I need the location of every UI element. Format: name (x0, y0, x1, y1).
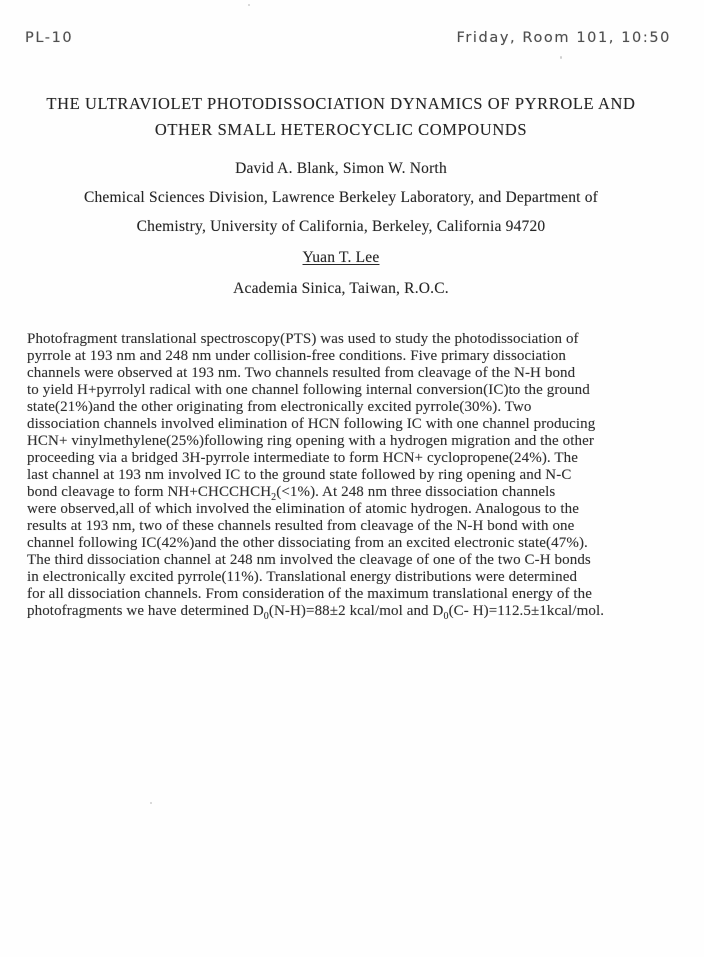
abstract-line: to yield H+pyrrolyl radical with one channel following internal conversion(IC)to the ground (27, 382, 590, 398)
paper-title-line-2: OTHER SMALL HETEROCYCLIC COMPOUNDS (154, 120, 528, 139)
authors-line: David A. Blank, Simon W. North (235, 160, 447, 177)
abstract-line: Photofragment translational spectroscopy(PTS) was used to study the photodissociation of (27, 331, 579, 347)
speaker-affiliation: Academia Sinica, Taiwan, R.O.C. (233, 280, 449, 297)
abstract-line: photofragments we have determined $D_0(N-H)=88\pm 2$ kcal/mol and $D_0(C-$ H)=112.5±1kcal/mol. (27, 603, 605, 622)
abstract-line: pyrrole at 193 nm and 248 nm under collision-free conditions. Five primary dissociation (27, 348, 567, 364)
affiliation-line-1: Chemical Sciences Division, Lawrence Berkeley Laboratory, and Department of (83, 189, 599, 206)
abstract-line: The third dissociation channel at 248 nm involved the cleavage of one of the two C-H bonds (27, 552, 591, 568)
abstract-line: results at 193 nm, two of these channels resulted from cleavage of the N-H bond with one (27, 518, 575, 534)
session-schedule: Friday, Room 101, 10:50 (456, 30, 671, 46)
abstract-line: for all dissociation channels. From consideration of the maximum translational energy of the (27, 586, 593, 602)
abstract-line: HCN+ vinylmethylene(25%)following ring opening with a hydrogen migration and the other (27, 433, 594, 449)
paper-title-line-1: THE ULTRAVIOLET PHOTODISSOCIATION DYNAMICS OF PYRROLE AND (46, 94, 636, 113)
abstract-line: were observed,all of which involved the elimination of atomic hydrogen. Analogous to the (27, 501, 579, 517)
scan-speck (560, 56, 562, 59)
affiliation-line-2: Chemistry, University of California, Berkeley, California 94720 (136, 218, 546, 235)
abstract-body (27, 331, 689, 620)
abstract-line: proceeding via a bridged 3H-pyrrole intermediate to form HCN+ cyclopropene(24%). The (27, 450, 578, 466)
scan-speck (51, 494, 53, 496)
session-code: PL-10 (25, 30, 74, 46)
abstract-line: bond cleavage to form $NH+CHCCHCH_2(<1\%)$. At 248 nm three dissociation channels (27, 484, 556, 503)
scan-speck (248, 4, 250, 6)
abstract-line: dissociation channels involved elimination of HCN following IC with one channel producing (27, 416, 596, 432)
abstract-line: state(21%)and the other originating from electronically excited pyrrole(30%). Two (27, 399, 532, 415)
speaker-name (27, 249, 655, 267)
abstract-line: channel following IC(42%)and the other dissociating from an excited electronic state(47%). (27, 535, 588, 551)
abstract-line: channels were observed at 193 nm. Two channels resulted from cleavage of the N-H bond (27, 365, 576, 381)
abstract-line: in electronically excited pyrrole(11%). Translational energy distributions were determined (27, 569, 578, 585)
scan-speck (150, 802, 152, 804)
page-header (25, 30, 671, 46)
abstract-line: last channel at 193 nm involved IC to the ground state followed by ring opening and N-C (27, 467, 572, 483)
speaker-name-text: Yuan T. Lee (302, 249, 380, 266)
